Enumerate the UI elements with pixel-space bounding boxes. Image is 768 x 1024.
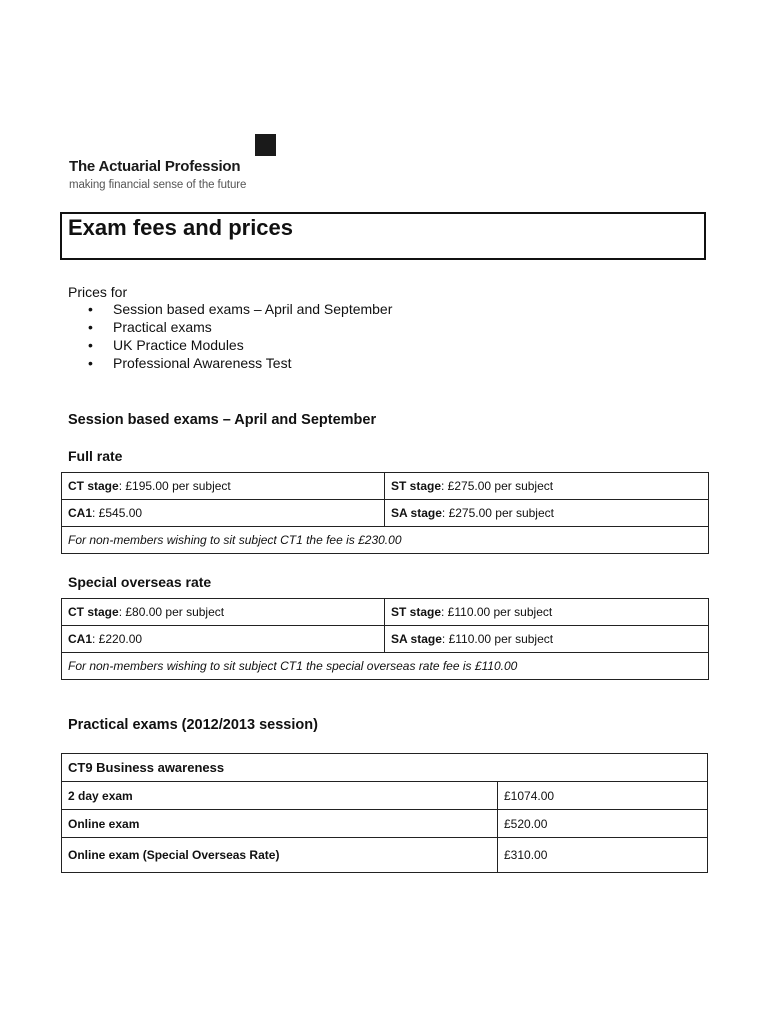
table-cell xyxy=(62,810,498,838)
list-item xyxy=(88,318,392,336)
row-label: Online exam (Special Overseas Rate) xyxy=(68,848,280,862)
bullet-icon: • xyxy=(88,337,93,353)
list-item xyxy=(88,354,392,372)
table-cell: £310.00 xyxy=(498,838,708,873)
table-row xyxy=(62,500,709,527)
logo-mark xyxy=(255,134,276,156)
cell-label: CT stage xyxy=(68,479,119,493)
table-cell xyxy=(62,473,385,500)
cell-label: ST stage xyxy=(391,605,442,619)
session-heading: Session based exams – April and September xyxy=(68,412,377,428)
row-label: Online exam xyxy=(68,816,140,831)
cell-value: : £220.00 xyxy=(92,632,143,646)
cell-label: CT stage xyxy=(68,605,119,619)
list-item-text: Session based exams – April and September xyxy=(113,301,393,317)
list-item-text: UK Practice Modules xyxy=(113,337,244,353)
table-cell xyxy=(385,626,709,653)
logo-name: The Actuarial Profession xyxy=(69,158,241,175)
table-cell: £1074.00 xyxy=(498,782,708,810)
cell-label: CA1 xyxy=(68,506,93,520)
cell-label: ST stage xyxy=(391,479,442,493)
table-header: CT9 Business awareness xyxy=(62,754,708,782)
table-note: For non-members wishing to sit subject CT1 the special overseas rate fee is £110.00 xyxy=(62,653,709,680)
bullet-icon: • xyxy=(88,355,93,371)
overseas-rate-table xyxy=(61,598,709,680)
cell-label: SA stage xyxy=(391,506,442,520)
full-rate-heading: Full rate xyxy=(68,448,123,464)
cell-value: : £110.00 per subject xyxy=(441,605,553,619)
intro-list xyxy=(88,300,392,372)
table-row xyxy=(62,838,708,873)
table-cell xyxy=(62,838,498,873)
table-note: For non-members wishing to sit subject CT1 the fee is £230.00 xyxy=(62,527,709,554)
overseas-rate-heading: Special overseas rate xyxy=(68,574,212,590)
table-cell xyxy=(62,626,385,653)
table-row xyxy=(62,473,709,500)
table-row xyxy=(62,599,709,626)
table-cell xyxy=(62,782,498,810)
table-cell: £520.00 xyxy=(498,810,708,838)
list-item-text: Practical exams xyxy=(113,319,212,335)
bullet-icon: • xyxy=(88,319,93,335)
table-row xyxy=(62,527,709,554)
cell-label: CA1 xyxy=(68,632,93,646)
table-cell xyxy=(385,473,709,500)
row-label: 2 day exam xyxy=(68,788,133,803)
cell-label: SA stage xyxy=(391,632,442,646)
cell-value: : £275.00 per subject xyxy=(441,479,554,493)
cell-value: : £275.00 per subject xyxy=(441,506,554,520)
cell-value: : £195.00 per subject xyxy=(118,479,231,493)
practical-heading: Practical exams (2012/2013 session) xyxy=(68,717,318,733)
list-item-text: Professional Awareness Test xyxy=(113,355,292,371)
list-item xyxy=(88,336,392,354)
table-row xyxy=(62,626,709,653)
practical-table xyxy=(61,753,708,873)
table-row xyxy=(62,653,709,680)
table-cell xyxy=(385,599,709,626)
table-row xyxy=(62,754,708,782)
page-title: Exam fees and prices xyxy=(68,215,294,240)
logo-tagline: making financial sense of the future xyxy=(69,179,247,191)
intro-label: Prices for xyxy=(68,284,128,300)
table-row xyxy=(62,782,708,810)
cell-value: : £110.00 per subject xyxy=(441,632,554,646)
bullet-icon: • xyxy=(88,301,93,317)
table-cell xyxy=(385,500,709,527)
list-item xyxy=(88,300,392,318)
table-row xyxy=(62,810,708,838)
table-cell xyxy=(62,500,385,527)
full-rate-table xyxy=(61,472,709,554)
cell-value: : £545.00 xyxy=(92,506,143,520)
cell-value: : £80.00 per subject xyxy=(118,605,225,619)
table-cell xyxy=(62,599,385,626)
